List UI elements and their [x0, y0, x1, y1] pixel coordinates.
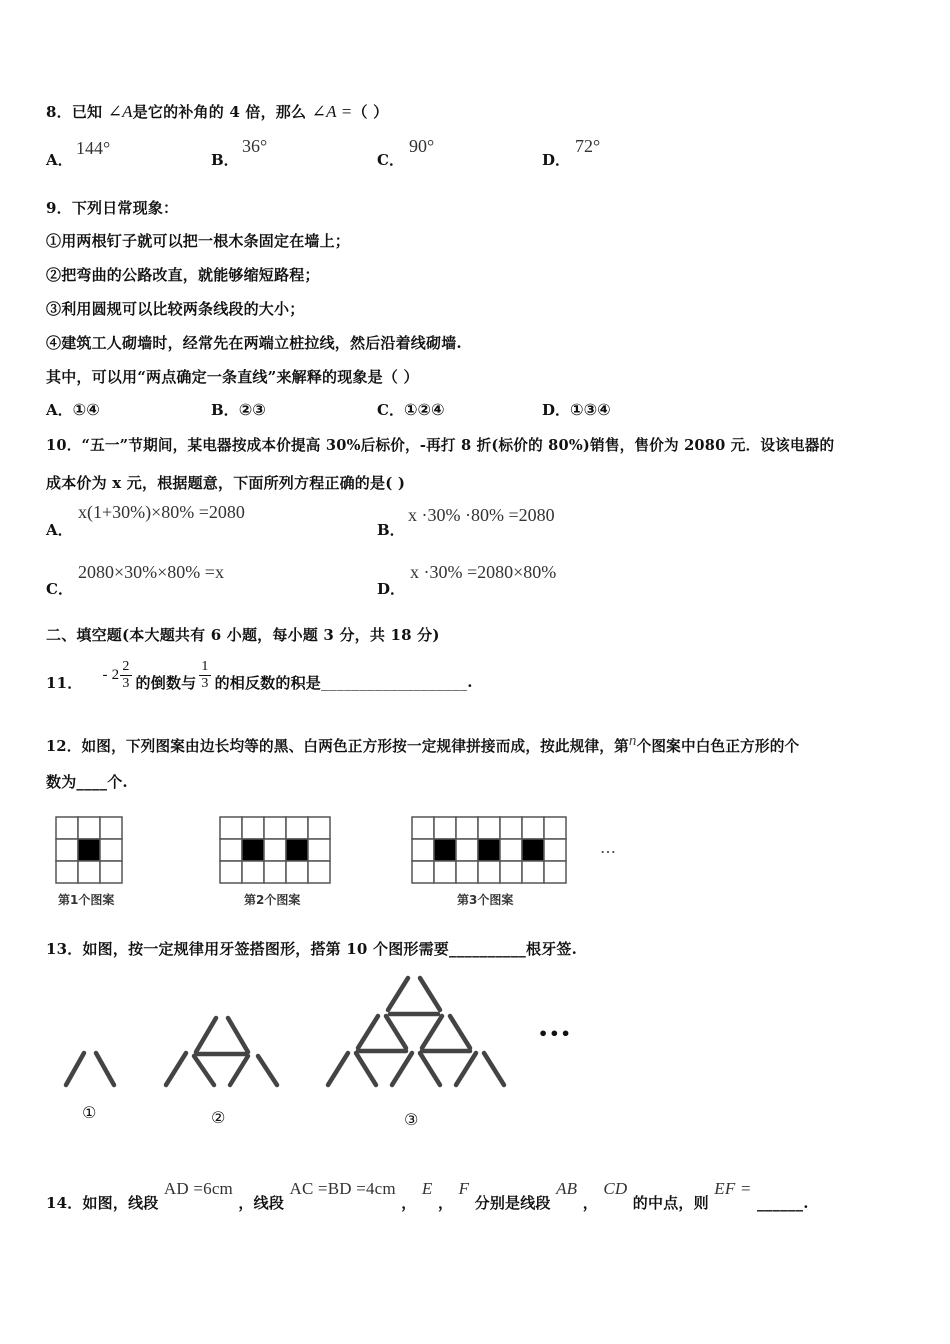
- q13-label-1: ①: [82, 1103, 97, 1122]
- q9-question: 其中，可以用“两点确定一条直线”来解释的现象是（ ）: [46, 368, 419, 386]
- q11-frac-num: 1: [201, 658, 209, 674]
- q12-text-b: 个图案中白色正方形的个: [636, 737, 800, 755]
- q11-number: 11．: [46, 673, 83, 692]
- q10-option-b-value: x ·30% ·80% =2080: [408, 505, 555, 525]
- q14-comma1: ，: [401, 1194, 417, 1212]
- q8-text-a: 已知: [71, 103, 103, 121]
- pattern-2: [220, 817, 330, 883]
- q13-label-3: ③: [404, 1110, 419, 1129]
- q8-option-d-label: D．: [542, 151, 571, 169]
- q14-acbd: AC =BD =4cm: [289, 1179, 396, 1198]
- q8-angle2: ∠A =: [311, 102, 353, 121]
- q8-option-d-value: 72°: [575, 136, 601, 156]
- q10-line2: 成本价为 x 元，根据题意，下面所列方程正确的是( ): [46, 474, 406, 492]
- q14-stem: [46, 1178, 809, 1218]
- q8-option-c-label: C．: [377, 151, 404, 169]
- q10-option-c-value: 2080×30%×80% =x: [78, 562, 224, 582]
- q14-e: E: [421, 1179, 433, 1198]
- q12-caption-2: 第2个图案: [244, 893, 301, 907]
- q10-option-c-label: C．: [46, 580, 73, 598]
- q12-caption-1: 第1个图案: [58, 893, 115, 907]
- q9-item-2: ②把弯曲的公路改直，就能够缩短路程；: [46, 266, 320, 284]
- q9-option-d: [542, 399, 611, 420]
- q9-option-b: [211, 399, 266, 420]
- pattern-3: [412, 817, 566, 883]
- q10-option-b-label: B．: [377, 521, 405, 539]
- q9-option-c-value: ①②④: [403, 400, 445, 419]
- figure-2: [166, 1018, 277, 1085]
- q12-figures: [40, 805, 640, 915]
- q9-option-a-value: ①④: [72, 400, 100, 419]
- q9-option-b-value: ②③: [238, 400, 266, 419]
- q14-comma2: ，: [437, 1194, 454, 1212]
- q14-ad: AD =6cm: [163, 1179, 233, 1198]
- q11-stem: [46, 650, 473, 700]
- q10-option-d-label: D．: [377, 580, 406, 598]
- figure-3: [328, 978, 504, 1085]
- q8-option-a-value: 144°: [76, 138, 111, 158]
- q11-mid-text: 的倒数与: [135, 673, 197, 692]
- q14-text-c: 分别是线段: [474, 1194, 551, 1212]
- q11-mixed-sign: - 2: [102, 666, 120, 683]
- q14-ef: EF =: [714, 1179, 752, 1198]
- q14-blank[interactable]: ______: [756, 1194, 804, 1212]
- q8-stem: [46, 101, 388, 122]
- q11-period: .: [467, 673, 473, 691]
- q8-option-a-label: A．: [46, 151, 73, 169]
- q12-caption-3: 第3个图案: [457, 893, 514, 907]
- q8-option-b-value: 36°: [242, 136, 268, 156]
- q13-text: 13．如图，按一定规律用牙签搭图形，搭第 10 个图形需要__________根牙签.: [46, 940, 578, 958]
- section2-title: 二、填空题(本大题共有 6 小题，每小题 3 分，共 18 分): [46, 626, 440, 644]
- q8-option-b-label: B．: [211, 151, 239, 169]
- q9-option-a-label: A．: [46, 401, 73, 419]
- q8-number: 8．: [46, 103, 72, 121]
- q9-option-c-label: C．: [377, 401, 404, 419]
- q12-var-n: n: [628, 733, 637, 749]
- q8-angle: ∠A: [107, 102, 133, 121]
- q14-f: F: [458, 1179, 470, 1198]
- q8-option-c-value: 90°: [409, 136, 435, 156]
- q8-text-b: 是它的补角的 4 倍，那么: [132, 103, 307, 121]
- q13-label-2: ②: [211, 1108, 226, 1127]
- q9-item-1: ①用两根钉子就可以把一根木条固定在墙上；: [46, 232, 351, 250]
- q9-option-c: [377, 399, 445, 420]
- figure-1: [66, 1053, 114, 1085]
- q14-ab: AB: [556, 1179, 578, 1198]
- q14-text-b: ，线段: [238, 1194, 285, 1212]
- q14-text-d: 的中点，则: [632, 1194, 709, 1212]
- q11-mixed-num: 2: [122, 658, 130, 674]
- q14-period: .: [803, 1194, 809, 1212]
- q9-item-4: ④建筑工人砌墙时，经常先在两端立桩拉线，然后沿着线砌墙.: [46, 334, 462, 352]
- q9-option-d-label: D．: [542, 401, 571, 419]
- q10-option-a-label: A．: [46, 521, 73, 539]
- q11-blank[interactable]: ___________________: [320, 673, 468, 691]
- q11-mixed-den: 3: [122, 675, 130, 691]
- q9-item-3: ③利用圆规可以比较两条线段的大小；: [46, 300, 305, 318]
- q10-option-a-value: x(1+30%)×80% =2080: [78, 502, 245, 522]
- q11-frac-den: 3: [201, 675, 209, 691]
- q12-text-a: 12．如图，下列图案由边长均等的黑、白两色正方形按一定规律拼接而成，按此规律，第: [46, 737, 629, 755]
- q10-line1: 10．“五一”节期间，某电器按成本价提高 30%后标价，-再打 8 折(标价的 80%)销售，售价为 2080 元．设该电器的: [46, 437, 835, 454]
- q14-text-a: 14．如图，线段: [46, 1194, 159, 1212]
- q12-line2: 数为____个.: [46, 773, 128, 791]
- q8-paren: （ ）: [352, 103, 389, 121]
- q13-dots: •••: [538, 1024, 572, 1043]
- q11-mixed-fraction: [120, 659, 131, 692]
- q11-end-text: 的相反数的积是: [214, 673, 321, 692]
- q14-comma3: ，: [582, 1194, 598, 1212]
- q9-option-d-value: ①③④: [570, 400, 611, 419]
- q9-option-a: [46, 399, 100, 420]
- q9-option-b-label: B．: [211, 401, 239, 419]
- q10-option-d-value: x ·30% =2080×80%: [410, 562, 557, 582]
- pattern-1: [56, 817, 122, 883]
- q12-line1: [46, 733, 799, 756]
- q14-cd: CD: [603, 1179, 628, 1198]
- q12-ellipsis: …: [600, 838, 616, 857]
- q13-figures: [50, 968, 590, 1098]
- q9-title: 9．下列日常现象：: [46, 199, 179, 217]
- q11-fraction: [199, 659, 210, 692]
